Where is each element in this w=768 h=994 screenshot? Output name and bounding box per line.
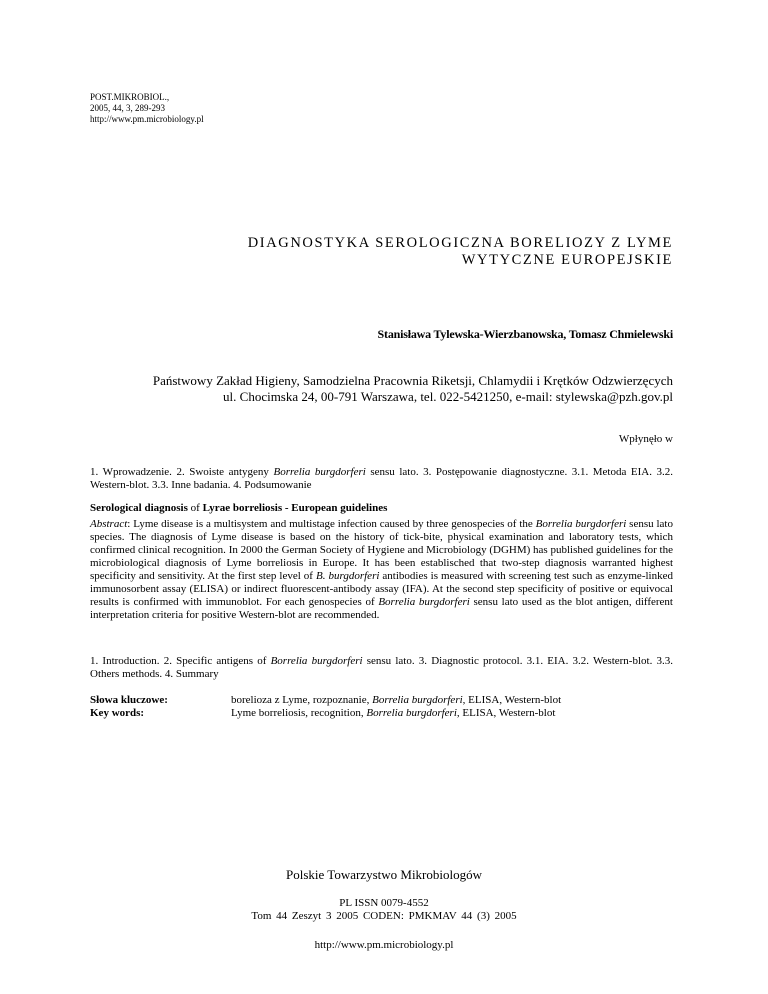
abstract-text-2: sensu lato species. The diagnosis of Lyme disease is based on the history of tick-bite, physical examination and laboratory tests, which confirmed clinical recognition. In 2000 the German Society of Hygiene and Microbiology (DGHM) has published guidelines for the microbiological diagnosis of Lyme borreliosis in Europe. It has been establisched that two-step diagnosis warranted highest specificity and sensitivity. At the first step level of — [90, 518, 673, 582]
keywords-en-label: Key words: — [90, 707, 145, 719]
abstract-species-3: Borrelia burgdorferi — [378, 596, 470, 608]
abstract-text-1: : Lyme disease is a multisystem and multistage infection caused by three genospecies of the — [127, 518, 536, 530]
abstract-text-4: sensu lato used as the blot antigen, different interpretation criteria for positive Western-blot are recommended. — [90, 596, 673, 621]
keywords-pl-species: Borrelia burgdorferi, — [372, 694, 466, 706]
society-name: Polskie Towarzystwo Mikrobiologów — [285, 867, 482, 882]
keywords-en-text-2: ELISA, Western-blot — [459, 707, 556, 719]
abstract-species-2: B. burgdorferi — [315, 570, 380, 582]
title-line-2: WYTYCZNE EUROPEJSKIE — [461, 252, 673, 268]
keywords-pl-label: Słowa kluczowe: — [90, 694, 168, 706]
abstract — [90, 518, 673, 622]
affiliation — [90, 373, 673, 405]
abstract-species-1: Borrelia burgdorferi — [535, 518, 627, 530]
contents-pl-text-2: sensu lato. 3. Postępowanie diagnostyczne. 3.1. Metoda EIA. 3.2. Western-blot. 3.3. Inne badania. 4. Podsumowanie — [90, 466, 674, 491]
keywords-pl-text-1: borelioza z Lyme, rozpoznanie, — [231, 694, 373, 706]
journal-citation: POST.MIKROBIOL., — [90, 92, 170, 102]
english-title-part-2: of — [187, 502, 203, 514]
issue-info: Tom 44 Zeszyt 3 2005 CODEN: PMKMAV 44 (3) 2005 — [251, 910, 517, 922]
abstract-text-3: antibodies is measured with screening test such as enzyme-linked immunosorbent assay (ELISA) or indirect fluorescent-antibody assay (IFA). At the second step specificity of positive or equivocal results is confirmed with immunoblot. For each genospecies of — [90, 570, 673, 608]
contents-en-text-1: 1. Introduction. 2. Specific antigens of — [90, 655, 271, 667]
affiliation-institution: Państwowy Zakład Higieny, Samodzielna Pracownia Riketsji, Chlamydii i Krętków Odzwierzęcych — [152, 373, 673, 388]
keywords-en-text-1: Lyme borreliosis, recognition, — [231, 707, 367, 719]
journal-volume: 2005, 44, 3, 289-293 — [90, 103, 165, 113]
contents-en-text-2: sensu lato. 3. Diagnostic protocol. 3.1. EIA. 3.2. Western-blot. 3.3. Others methods. 4. Summary — [90, 655, 673, 680]
keywords-pl-text-2: ELISA, Western-blot — [465, 694, 562, 706]
received-note: Wpłynęło w — [618, 433, 673, 445]
issn: PL ISSN 0079-4552 — [339, 897, 429, 909]
affiliation-address: ul. Chocimska 24, 00-791 Warszawa, tel. 022-5421250, e-mail: stylewska@pzh.gov.pl — [223, 389, 673, 404]
article-title — [180, 235, 673, 269]
keywords-en-value — [231, 707, 555, 720]
contents-english — [90, 655, 673, 681]
keywords-en-species: Borrelia burgdorferi, — [366, 707, 460, 719]
contents-pl-species: Borrelia burgdorferi — [273, 466, 366, 478]
english-title-part-1: Serological diagnosis — [90, 502, 188, 514]
keywords-pl-value — [231, 694, 561, 707]
abstract-label: Abstract — [90, 518, 128, 530]
contents-polish — [90, 466, 673, 492]
title-line-1: DIAGNOSTYKA SEROLOGICZNA BORELIOZY Z LYME — [247, 235, 673, 251]
contents-pl-text-1: 1. Wprowadzenie. 2. Swoiste antygeny — [90, 466, 274, 478]
journal-url: http://www.pm.microbiology.pl — [90, 114, 204, 124]
contents-en-species: Borrelia burgdorferi — [270, 655, 363, 667]
journal-header — [90, 92, 204, 125]
english-title — [90, 502, 673, 515]
authors: Stanisława Tylewska-Wierzbanowska, Tomasz Chmielewski — [377, 327, 673, 341]
footer-url: http://www.pm.microbiology.pl — [314, 939, 454, 951]
english-title-part-3: Lyrae borreliosis - European guidelines — [202, 502, 388, 514]
